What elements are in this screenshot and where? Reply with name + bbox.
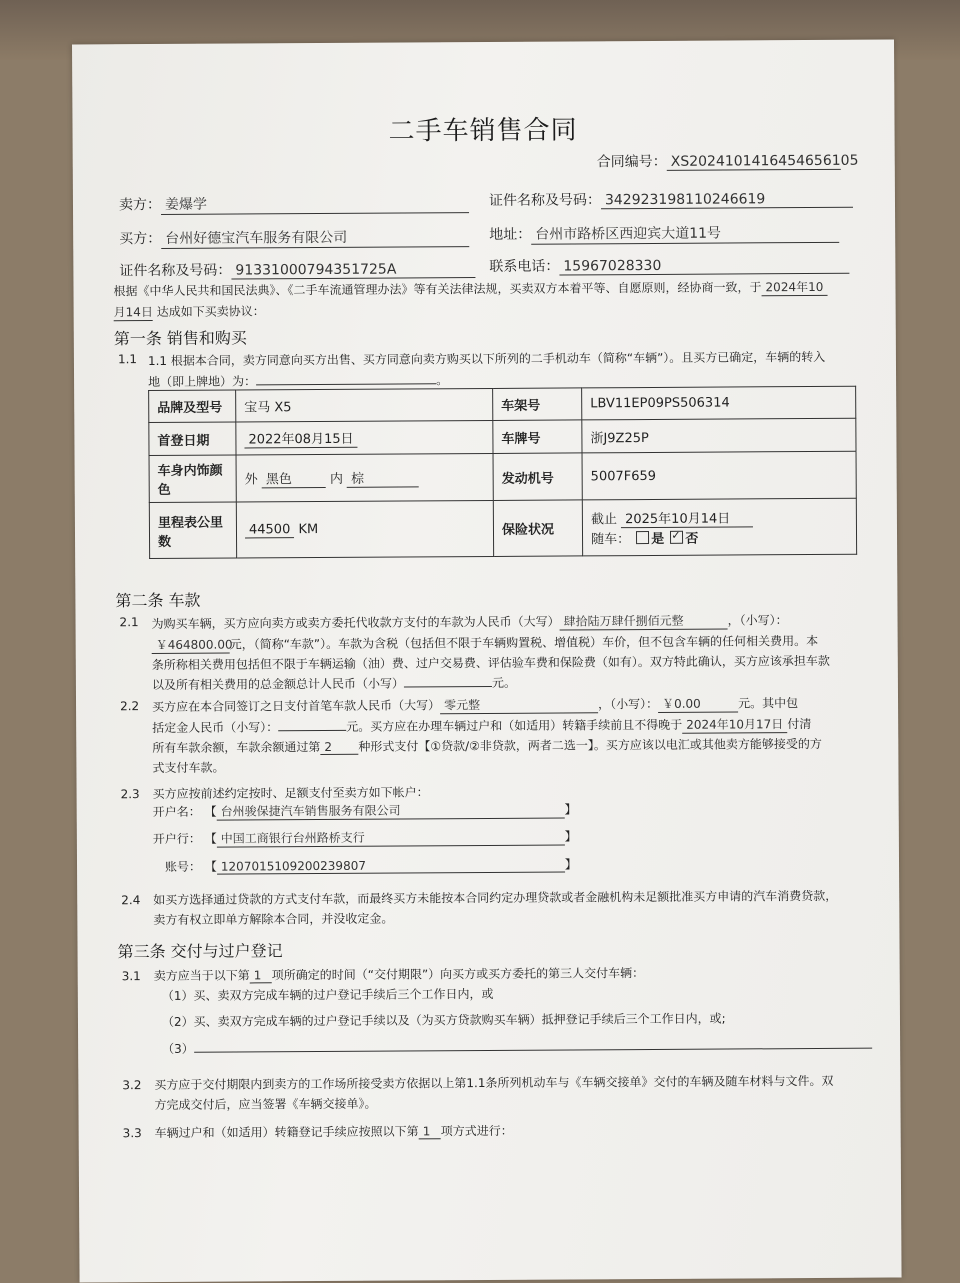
brand-value: 宝马 X5 bbox=[236, 388, 493, 422]
clause-3-2-line1: 买方应于交付期限内到卖方的工作场所接受卖方依据以上第1.1条所列机动车与《车辆交接单》交付的车辆及随车材料与文件。双 bbox=[154, 1073, 834, 1093]
clause-2-4-line2: 卖方有权立即单方解除本合同，并没收定金。 bbox=[153, 911, 394, 928]
buyer-name: 台州好德宝汽车服务有限公司 bbox=[161, 226, 469, 249]
buyer-address: 台州市路桥区西迎宾大道11号 bbox=[531, 222, 839, 245]
first-payment-lower: ￥0.00 bbox=[658, 694, 738, 712]
clause-number: 3.1 bbox=[121, 969, 141, 984]
preamble-line2: 月14日 达成如下买卖协议： bbox=[113, 304, 265, 320]
interior-color: 棕 bbox=[347, 467, 419, 487]
clause-1-1-line2: 地（即上牌地）为： 。 bbox=[148, 373, 449, 390]
seller-field: 卖方： 姜爆学 bbox=[119, 192, 469, 215]
total-amount-blank bbox=[404, 674, 492, 688]
preamble-date-b: 月14日 bbox=[113, 305, 153, 320]
option-3-blank bbox=[194, 1036, 872, 1053]
insurance-until: 2025年10月14日 bbox=[621, 507, 753, 528]
account-name-row: 开户名： 【 台州骏保捷汽车销售服务有限公司 】 bbox=[152, 802, 577, 820]
clause-3-3-line1: 车辆过户和（如适用）转籍登记手续应按照以下第 1 项方式进行： bbox=[154, 1123, 513, 1141]
clause-3-2-line2: 方完成交付后，应当签署《车辆交接单》。 bbox=[154, 1096, 377, 1113]
reg-date-label: 首登日期 bbox=[149, 422, 236, 456]
buyer-phone: 15967028330 bbox=[559, 257, 849, 276]
clause-number: 3.3 bbox=[122, 1126, 142, 1141]
seller-id-field: 证件名称及号码： 342923198110246619 bbox=[489, 188, 853, 210]
article2-heading: 第二条 车款 bbox=[115, 590, 201, 611]
article3-heading: 第三条 交付与过户登记 bbox=[117, 941, 283, 962]
transfer-option: 1 bbox=[419, 1124, 441, 1139]
insurance-no-checkbox[interactable] bbox=[670, 531, 683, 544]
clause-number: 2.4 bbox=[121, 893, 141, 908]
buyer-phone-field: 联系电话： 15967028330 bbox=[489, 254, 849, 276]
reg-date-value: 2022年08月15日 bbox=[244, 428, 357, 449]
odometer-label: 里程表公里数 bbox=[149, 502, 236, 559]
vehicle-table: 品牌及型号 宝马 X5 车架号 LBV11EP09PS506314 首登日期 2022年08月15日 车牌号 浙J9Z25P 车身内饰颜色 外 黑色 内 棕 发动机号 5007F659 里程表公里数 44500 KM 保险状况 截止 2025年10月14日 随车： 是 ✓ 否 bbox=[148, 386, 857, 559]
clause-1-1-line1: 1.1 根据本合同，卖方同意向买方出售、买方同意向卖方购买以下所列的二手机动车（简称“车辆”）。且买方已确定，车辆的转入 bbox=[147, 349, 826, 369]
buyer-id-field: 证件名称及号码： 91331000794351725A bbox=[119, 258, 475, 280]
engine-value: 5007F659 bbox=[582, 451, 856, 500]
account-name: 台州骏保捷汽车销售服务有限公司 bbox=[217, 801, 565, 821]
contract-page bbox=[72, 39, 902, 1282]
contract-number: 合同编号： XS2024101416454656105 bbox=[596, 152, 859, 171]
contract-number-value: XS2024101416454656105 bbox=[667, 153, 841, 171]
option-3: （3） bbox=[162, 1036, 872, 1057]
balance-deadline: 2024年10月17日 bbox=[682, 715, 787, 734]
clause-2-1-line2: ￥464800.00元，（简称“车款”）。车款为含税（包括但不限于车辆购置税、增值税）车价，但不包含车辆的任何相关费用。本 bbox=[152, 632, 819, 654]
color-label: 车身内饰颜色 bbox=[149, 455, 236, 503]
insurance-label: 保险状况 bbox=[493, 500, 582, 557]
clause-2-2-line2: 括定金人民币（小写）： 元。买方应在办理车辆过户和（如适用）转籍手续前且不得晚于 2024年10月17日 付清 bbox=[152, 717, 812, 736]
price-upper: 肆拾陆万肆仟捌佰元整 bbox=[560, 612, 728, 631]
buyer-field: 买方： 台州好德宝汽车服务有限公司 bbox=[119, 226, 469, 249]
insurance-yes-checkbox[interactable] bbox=[636, 531, 649, 544]
bank-name: 中国工商银行台州路桥支行 bbox=[217, 828, 565, 848]
option-2: （2）买、卖双方完成车辆的过户登记手续以及（为买方贷款购买车辆）抵押登记手续后三个工作日内，或; bbox=[161, 1011, 726, 1029]
clause-number: 2.1 bbox=[119, 615, 139, 630]
buyer-address-field: 地址： 台州市路桥区西迎宾大道11号 bbox=[489, 222, 839, 245]
clause-number: 1.1 bbox=[117, 352, 138, 367]
plate-value: 浙J9Z25P bbox=[582, 418, 856, 453]
clause-2-2-line1: 买方应在本合同签订之日支付首笔车款人民币（大写） 零元整 ，（小写）： ￥0.00 元。其中包 bbox=[152, 696, 799, 715]
preamble-line1: 根据《中华人民共和国民法典》、《二手车流通管理办法》等有关法律法规，买卖双方本着平等、自愿原则，经协商一致，于 2024年10 bbox=[113, 278, 827, 300]
clause-number: 3.2 bbox=[122, 1078, 142, 1093]
vin-value: LBV11EP09PS506314 bbox=[582, 386, 856, 420]
engine-label: 发动机号 bbox=[493, 453, 582, 501]
preamble-date-a: 2024年10 bbox=[761, 278, 827, 296]
exterior-color: 黑色 bbox=[262, 468, 326, 488]
odometer-value: 44500 bbox=[245, 522, 294, 538]
account-number-row: 账号： 【 1207015109200239807 】 bbox=[164, 857, 577, 874]
vin-label: 车架号 bbox=[493, 388, 582, 421]
delivery-option: 1 bbox=[250, 968, 272, 983]
price-lower: ￥464800.00 bbox=[152, 636, 230, 654]
document-title: 二手车销售合同 bbox=[388, 115, 578, 147]
bank-row: 开户行： 【 中国工商银行台州路桥支行 】 bbox=[152, 829, 577, 847]
clause-2-3-line1: 买方应按前述约定按时、足额支付至卖方如下帐户： bbox=[152, 785, 429, 802]
clause-2-1-line4: 以及所有相关费用的总金额总计人民币（小写） 元。 bbox=[151, 675, 516, 693]
payment-method: 2 bbox=[320, 740, 358, 755]
buyer-id-value: 91331000794351725A bbox=[231, 261, 475, 279]
seller-id-value: 342923198110246619 bbox=[601, 191, 853, 210]
clause-2-1-line3: 条所称相关费用包括但不限于车辆运输（油）费、过户交易费、评估验车费和保险费（如有）。双方特此确认，买方应该承担车款 bbox=[151, 653, 830, 673]
plate-label: 车牌号 bbox=[493, 420, 582, 454]
deposit-blank bbox=[278, 718, 346, 731]
article1-heading: 第一条 销售和购买 bbox=[113, 328, 247, 349]
registration-place-blank bbox=[256, 371, 436, 385]
seller-name: 姜爆学 bbox=[161, 192, 469, 215]
brand-label: 品牌及型号 bbox=[149, 390, 236, 423]
clause-2-2-line3: 所有车款余额，车款余额通过第 2 种形式支付【①贷款/②非贷款，两者二选一】。买方应该以电汇或其他卖方能够接受的方 bbox=[152, 736, 822, 756]
clause-number: 2.2 bbox=[120, 699, 140, 714]
account-number: 1207015109200239807 bbox=[217, 858, 565, 875]
clause-2-4-line1: 如买方选择通过贷款的方式支付车款，而最终买方未能按本合同约定办理贷款或者金融机构未足额批准买方申请的汽车消费贷款， bbox=[153, 888, 838, 908]
option-1: （1）买、卖双方完成车辆的过户登记手续后三个工作日内，或 bbox=[161, 986, 494, 1003]
clause-number: 2.3 bbox=[120, 787, 140, 802]
clause-2-1-line1: 为购买车辆，买方应向卖方或卖方委托代收款方支付的车款为人民币（大写） 肆拾陆万肆仟捌佰元整 ，（小写）： bbox=[151, 613, 788, 632]
clause-2-2-line4: 式支付车款。 bbox=[152, 760, 225, 776]
first-payment-upper: 零元整 bbox=[440, 695, 598, 714]
clause-3-1-line1: 卖方应当于以下第 1 项所确定的时间（“交付期限”）向买方或买方委托的第三人交付车辆： bbox=[153, 966, 645, 984]
